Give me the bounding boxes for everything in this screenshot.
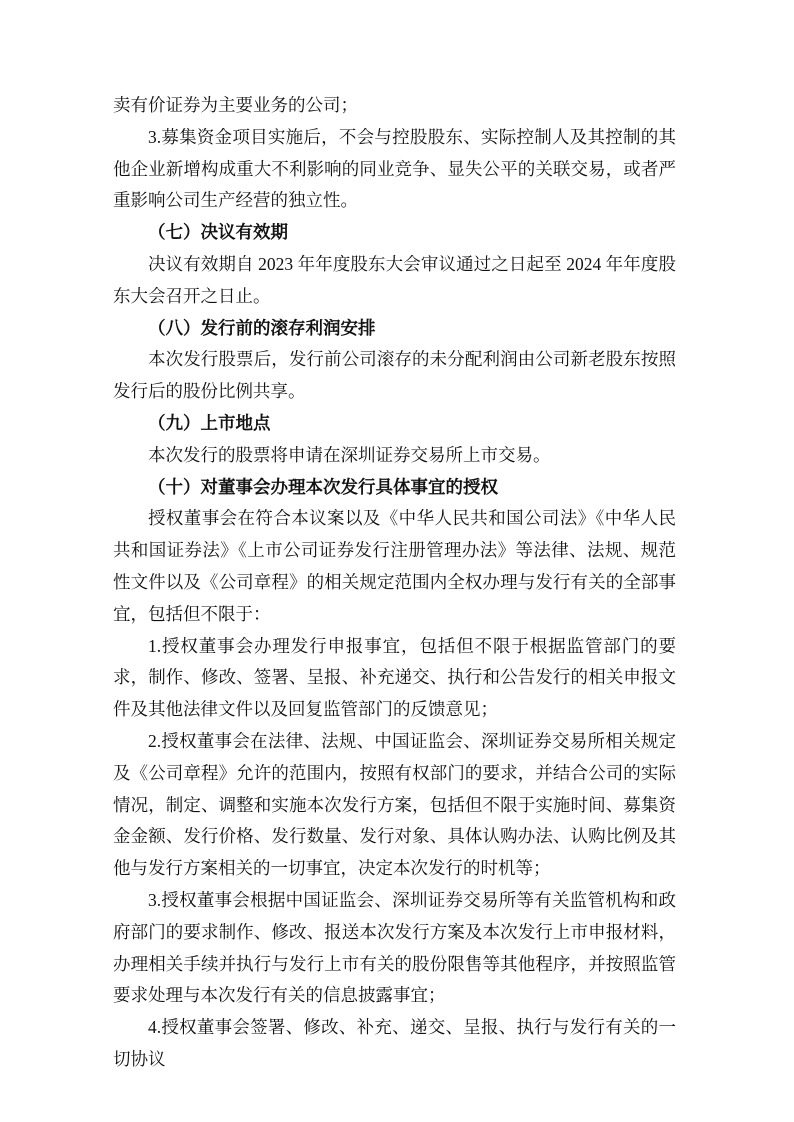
- paragraph-validity-period: 决议有效期自 2023 年年度股东大会审议通过之日起至 2024 年年度股东大会召开之日止。: [113, 253, 676, 306]
- section-heading-9: （九）上市地点: [148, 412, 271, 433]
- paragraph-listing-place: 本次发行的股票将申请在深圳证券交易所上市交易。: [148, 444, 551, 465]
- paragraph-auth-item-4: 4.授权董事会签署、修改、补充、递交、呈报、执行与发行有关的一切协议: [113, 1017, 676, 1069]
- section-heading-7: （七）决议有效期: [148, 222, 288, 243]
- paragraph-auth-item-3: 3.授权董事会根据中国证监会、深圳证券交易所等有关监管机构和政府部门的要求制作、修改、报送本次发行方案及本次发行上市申报材料，办理相关手续并执行与发行上市有关的股份限售等其他程序，并按照监管要求处理与本次发行有关的信息披露事宜；: [113, 889, 676, 1006]
- document-body: [113, 90, 676, 1076]
- paragraph-auth-item-2: 2.授权董事会在法律、法规、中国证监会、深圳证券交易所相关规定及《公司章程》允许的范围内，按照有权部门的要求，并结合公司的实际情况，制定、调整和实施本次发行方案，包括但不限于实施时间、募集资金金额、发行价格、发行数量、发行对象、具体认购办法、认购比例及其他与发行方案相关的一切事宜，决定本次发行的时机等；: [113, 730, 676, 879]
- section-heading-8: （八）发行前的滚存利润安排: [148, 317, 376, 338]
- paragraph-auth-item-1: 1.授权董事会办理发行申报事宜，包括但不限于根据监管部门的要求，制作、修改、签署、呈报、补充递交、执行和公告发行的相关申报文件及其他法律文件以及回复监管部门的反馈意见；: [113, 635, 676, 720]
- paragraph-item-3: 3.募集资金项目实施后，不会与控股股东、实际控制人及其控制的其他企业新增构成重大不利影响的同业竞争、显失公平的关联交易，或者严重影响公司生产经营的独立性。: [113, 126, 676, 211]
- paragraph-authorization: 授权董事会在符合本议案以及《中华人民共和国公司法》《中华人民共和国证券法》《上市公司证券发行注册管理办法》等法律、法规、规范性文件以及《公司章程》的相关规定范围内全权办理与发行有关的全部事宜，包括但不限于：: [113, 508, 676, 624]
- paragraph-continuation: 卖有价证券为主要业务的公司；: [113, 95, 358, 115]
- paragraph-retained-profit: 本次发行股票后，发行前公司滚存的未分配利润由公司新老股东按照发行后的股份比例共享。: [113, 349, 676, 402]
- section-heading-10: （十）对董事会办理本次发行具体事宜的授权: [148, 476, 498, 497]
